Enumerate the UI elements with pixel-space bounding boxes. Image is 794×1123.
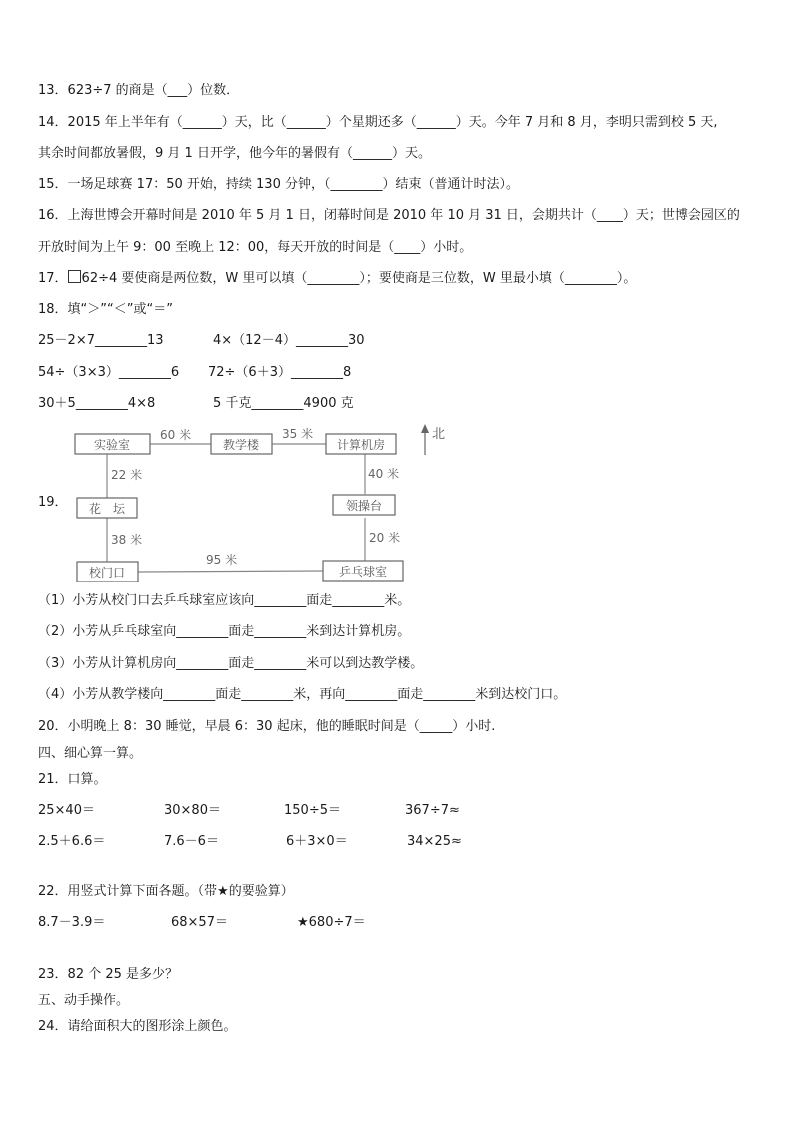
distance-label: 95 米: [206, 553, 238, 567]
section-4-heading: 四、细心算一算。: [38, 746, 143, 761]
place-pingpong-room: 乒乓球室: [338, 565, 388, 579]
calc-item: 25×40＝: [38, 803, 95, 818]
distance-label: 40 米: [368, 467, 400, 481]
compare-item: 4×（12－4）________30: [213, 333, 365, 348]
place-flower-bed: 花 坛: [88, 502, 126, 516]
campus-map: [60, 422, 460, 582]
calc-item: 6＋3×0＝: [286, 834, 348, 849]
question-14-line-2: 其余时间都放暑假，9 月 1 日开学，他今年的暑假有（______）天。: [38, 146, 431, 161]
question-19-part-4: （4）小芳从教学楼向________面走________米，再向________面走________米到达校门口。: [38, 687, 567, 702]
place-teaching-building: 教学楼: [222, 438, 260, 452]
calc-item: 34×25≈: [407, 834, 462, 849]
calc-item: 150÷5＝: [284, 803, 341, 818]
calc-item: 2.5＋6.6＝: [38, 834, 106, 849]
question-17-text: 62÷4 要使商是两位数，W 里可以填（________）；要使商是三位数，W 里最小填（________）。: [81, 271, 637, 286]
section-5-heading: 五、动手操作。: [38, 993, 130, 1008]
calc-item: 30×80＝: [164, 803, 221, 818]
distance-label: 20 米: [369, 531, 401, 545]
question-17: [38, 270, 636, 288]
calc-item: 7.6－6＝: [164, 834, 219, 849]
place-lab: 实验室: [93, 438, 131, 452]
place-school-gate: 校门口: [88, 566, 126, 580]
question-21: 21．口算。: [38, 772, 107, 787]
north-arrow-icon: [421, 424, 445, 455]
calc-item: 68×57＝: [171, 915, 228, 930]
question-16-line-1: 16．上海世博会开幕时间是 2010 年 5 月 1 日，闭幕时间是 2010 年 10 月 31 日，会期共计（____）天；世博会园区的: [38, 208, 740, 223]
question-19-part-2: （2）小芳从乒乓球室向________面走________米到达计算机房。: [38, 624, 411, 639]
question-16-line-2: 开放时间为上午 9：00 至晚上 12：00，每天开放的时间是（____）小时。: [38, 240, 473, 255]
calc-item: 367÷7≈: [405, 803, 460, 818]
compare-item: 54÷（3×3）________6: [38, 365, 180, 380]
distance-label: 60 米: [160, 428, 192, 442]
calc-item: ★680÷7＝: [297, 915, 366, 930]
compare-item: 72÷（6＋3）________8: [208, 365, 352, 380]
north-label: 北: [432, 427, 446, 442]
question-15: 15．一场足球赛 17：50 开始，持续 130 分钟，（________）结束（普通计时法）。: [38, 177, 519, 192]
place-stage: 领操台: [345, 499, 383, 513]
question-22: 22．用竖式计算下面各题。（带★的要验算）: [38, 884, 294, 899]
compare-item: 25－2×7________13: [38, 333, 164, 348]
question-23: 23．82 个 25 是多少？: [38, 967, 179, 982]
question-19-part-3: （3）小芳从计算机房向________面走________米可以到达教学楼。: [38, 656, 424, 671]
distance-label: 38 米: [111, 533, 143, 547]
place-computer-room: 计算机房: [336, 438, 386, 452]
question-19-part-1: （1）小芳从校门口去乒乓球室应该向________面走________米。: [38, 593, 411, 608]
distance-label: 35 米: [282, 427, 314, 441]
blank-box-icon: [68, 270, 81, 283]
question-24: 24．请给面积大的图形涂上颜色。: [38, 1019, 237, 1034]
question-14-line-1: 14．2015 年上半年有（______）天，比（______）个星期还多（______）天。今年 7 月和 8 月，李明只需到校 5 天,: [38, 115, 718, 130]
compare-item: 30＋5________4×8: [38, 396, 156, 411]
compare-item: 5 千克________4900 克: [213, 396, 354, 411]
distance-label: 22 米: [111, 468, 143, 482]
calc-item: 8.7－3.9＝: [38, 915, 106, 930]
question-20: 20．小明晚上 8：30 睡觉，早晨 6：30 起床，他的睡眠时间是（_____）小时.: [38, 719, 496, 734]
question-17-number: 17．: [38, 271, 68, 286]
question-18: 18．填“＞”“＜”或“＝”: [38, 302, 173, 317]
question-19-number: 19．: [38, 495, 68, 510]
question-13: 13．623÷7 的商是（___）位数．: [38, 83, 240, 98]
